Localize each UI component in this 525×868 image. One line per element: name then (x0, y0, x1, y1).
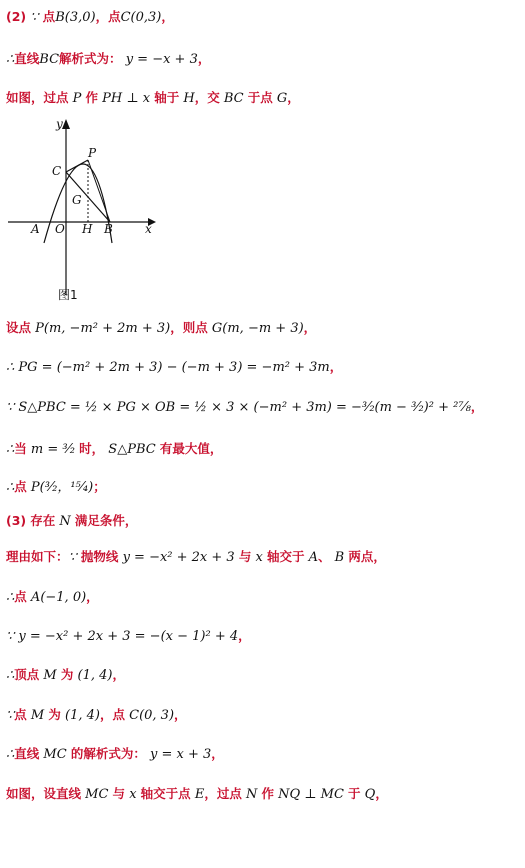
text-segment: 当 (14, 441, 27, 456)
line-9 (6, 512, 137, 531)
math-segment: ∵ (6, 708, 15, 723)
line-5 (6, 358, 342, 377)
math-segment: ∴ (6, 480, 15, 495)
math-segment: (1, 4) (73, 668, 113, 683)
line-6 (6, 398, 483, 417)
text-segment: (2) (6, 9, 27, 24)
text-segment: ， (211, 746, 224, 761)
text-segment: 与 (238, 549, 252, 564)
text-segment: ，交 (194, 90, 220, 105)
label-o: O (55, 222, 65, 236)
text-segment: 轴交于点 (140, 786, 191, 801)
math-segment: m = ³⁄₂ (26, 442, 80, 457)
y-axis-arrow (62, 119, 70, 129)
text-segment: ， (174, 707, 187, 722)
text-segment: 于点 (247, 90, 273, 105)
math-segment: M (39, 668, 61, 683)
math-segment: C(0, 3) (125, 708, 175, 723)
text-segment: ， (303, 320, 317, 335)
label-c: C (52, 164, 62, 178)
label-p: P (88, 146, 97, 160)
text-segment: 抛物线 (80, 549, 119, 564)
text-segment: 解析式为： (59, 51, 122, 66)
math-segment: B (330, 550, 349, 565)
math-segment: BC (219, 91, 248, 106)
text-segment: (3) (6, 513, 27, 528)
math-segment: ∴ PG = (−m² + 2m + 3) − (−m + 3) = −m² + 3m (6, 360, 330, 375)
label-g: G (72, 193, 82, 207)
math-segment: N (241, 787, 262, 802)
math-segment: E (190, 787, 205, 802)
text-segment: 存在 (30, 513, 56, 528)
label-h: H (82, 222, 93, 236)
math-segment: G(m, −m + 3) (207, 321, 304, 336)
math-segment: P(³⁄₂，¹⁵⁄₄) (26, 480, 94, 495)
math-segment: (1, 4) (60, 708, 100, 723)
text-segment: ，过点 (204, 786, 242, 801)
math-segment: MC (39, 747, 71, 762)
math-segment: C(0,3) (120, 10, 162, 25)
label-b: B (104, 222, 113, 236)
math-segment: ∵ (26, 10, 43, 25)
math-segment: N (55, 514, 75, 529)
text-segment: 满足条件， (74, 513, 138, 528)
math-segment: M (26, 708, 49, 723)
math-segment: ∵ (68, 550, 81, 565)
text-segment: 为 (48, 707, 61, 722)
math-segment: BC (39, 52, 60, 67)
line-pb (88, 160, 110, 222)
text-segment: 顶点 (14, 667, 40, 682)
math-segment: MC (81, 787, 113, 802)
math-segment: G (272, 91, 288, 106)
text-segment: ， (112, 667, 125, 682)
line-2 (6, 50, 210, 69)
math-segment: x (125, 787, 141, 802)
math-segment: ∵ y = −x² + 2x + 3 = −(x − 1)² + 4 (6, 629, 239, 644)
text-segment: 直线 (14, 746, 40, 761)
text-segment: 点 (14, 479, 27, 494)
text-segment: 的解析式为： (70, 746, 146, 761)
text-segment: 如图，过点 (6, 90, 69, 105)
math-segment: ∵ S△PBC = ½ × PG × OB = ½ × 3 × (−m² + 3m) = −³⁄₂(m − ³⁄₂)² + ²⁷⁄₈ (6, 400, 471, 415)
math-segment: ∴ (6, 442, 15, 457)
text-segment: 为 (60, 667, 74, 682)
math-segment: ∴ (6, 668, 15, 683)
line-16 (6, 785, 388, 804)
text-segment: ， (375, 786, 388, 801)
math-segment: NQ ⊥ MC (273, 787, 349, 802)
math-segment: ∴ (6, 590, 15, 605)
text-segment: 设点 (6, 320, 32, 335)
math-segment: y = −x + 3 (121, 52, 198, 67)
math-segment: A(−1, 0) (26, 590, 87, 605)
line-10 (6, 548, 386, 567)
text-segment: 作 (85, 90, 99, 105)
line-12 (6, 627, 251, 646)
math-segment: x (251, 550, 267, 565)
text-segment: 作 (261, 786, 274, 801)
text-segment: ，点 (95, 9, 121, 24)
line-13 (6, 666, 125, 685)
math-segment: ∴ (6, 747, 15, 762)
line-3 (6, 89, 300, 108)
text-segment: 点 (42, 9, 56, 24)
text-segment: 、 (318, 549, 331, 564)
text-segment: 如图，设直线 (6, 786, 82, 801)
math-segment: P(m, −m² + 2m + 3) (31, 321, 171, 336)
line-14 (6, 706, 187, 725)
math-segment: y = x + 3 (145, 747, 212, 762)
text-segment: ， (470, 399, 484, 414)
text-segment: 点 (14, 589, 27, 604)
math-segment: B(3,0) (55, 10, 96, 25)
text-segment: 轴交于 (266, 549, 305, 564)
line-7 (6, 440, 222, 459)
text-segment: ， (86, 589, 99, 604)
math-segment: A (304, 550, 318, 565)
line-cp (66, 160, 88, 172)
text-segment: ，点 (99, 707, 125, 722)
text-segment: ，则点 (170, 320, 208, 335)
line-1 (6, 8, 174, 27)
label-x: x (145, 222, 152, 236)
math-segment: y = −x² + 2x + 3 (118, 550, 239, 565)
figure-caption: 图1 (58, 288, 78, 302)
text-segment: ， (287, 90, 300, 105)
line-8 (6, 478, 106, 497)
text-segment: 点 (14, 707, 27, 722)
text-segment: ， (238, 628, 251, 643)
text-segment: ； (93, 479, 106, 494)
text-segment: 时， (79, 441, 105, 456)
parabola-figure (0, 115, 170, 310)
label-y: y (56, 117, 63, 131)
math-segment: H (179, 91, 195, 106)
text-segment: ， (197, 51, 211, 66)
text-segment: 有最大值， (159, 441, 223, 456)
text-segment: 直线 (14, 51, 40, 66)
math-segment: P (68, 91, 86, 106)
text-segment: 轴于 (154, 90, 180, 105)
text-segment: ， (329, 359, 343, 374)
math-segment: S△PBC (104, 442, 160, 457)
line-15 (6, 745, 224, 764)
text-segment: 与 (112, 786, 126, 801)
text-segment: ， (161, 9, 174, 24)
math-segment: Q (360, 787, 376, 802)
math-segment: PH ⊥ x (98, 91, 155, 106)
line-11 (6, 588, 99, 607)
text-segment: 理由如下： (6, 549, 69, 564)
line-4 (6, 319, 316, 338)
text-segment: 于 (348, 786, 361, 801)
math-segment: ∴ (6, 52, 15, 67)
label-a: A (31, 222, 40, 236)
text-segment: 两点， (348, 549, 386, 564)
